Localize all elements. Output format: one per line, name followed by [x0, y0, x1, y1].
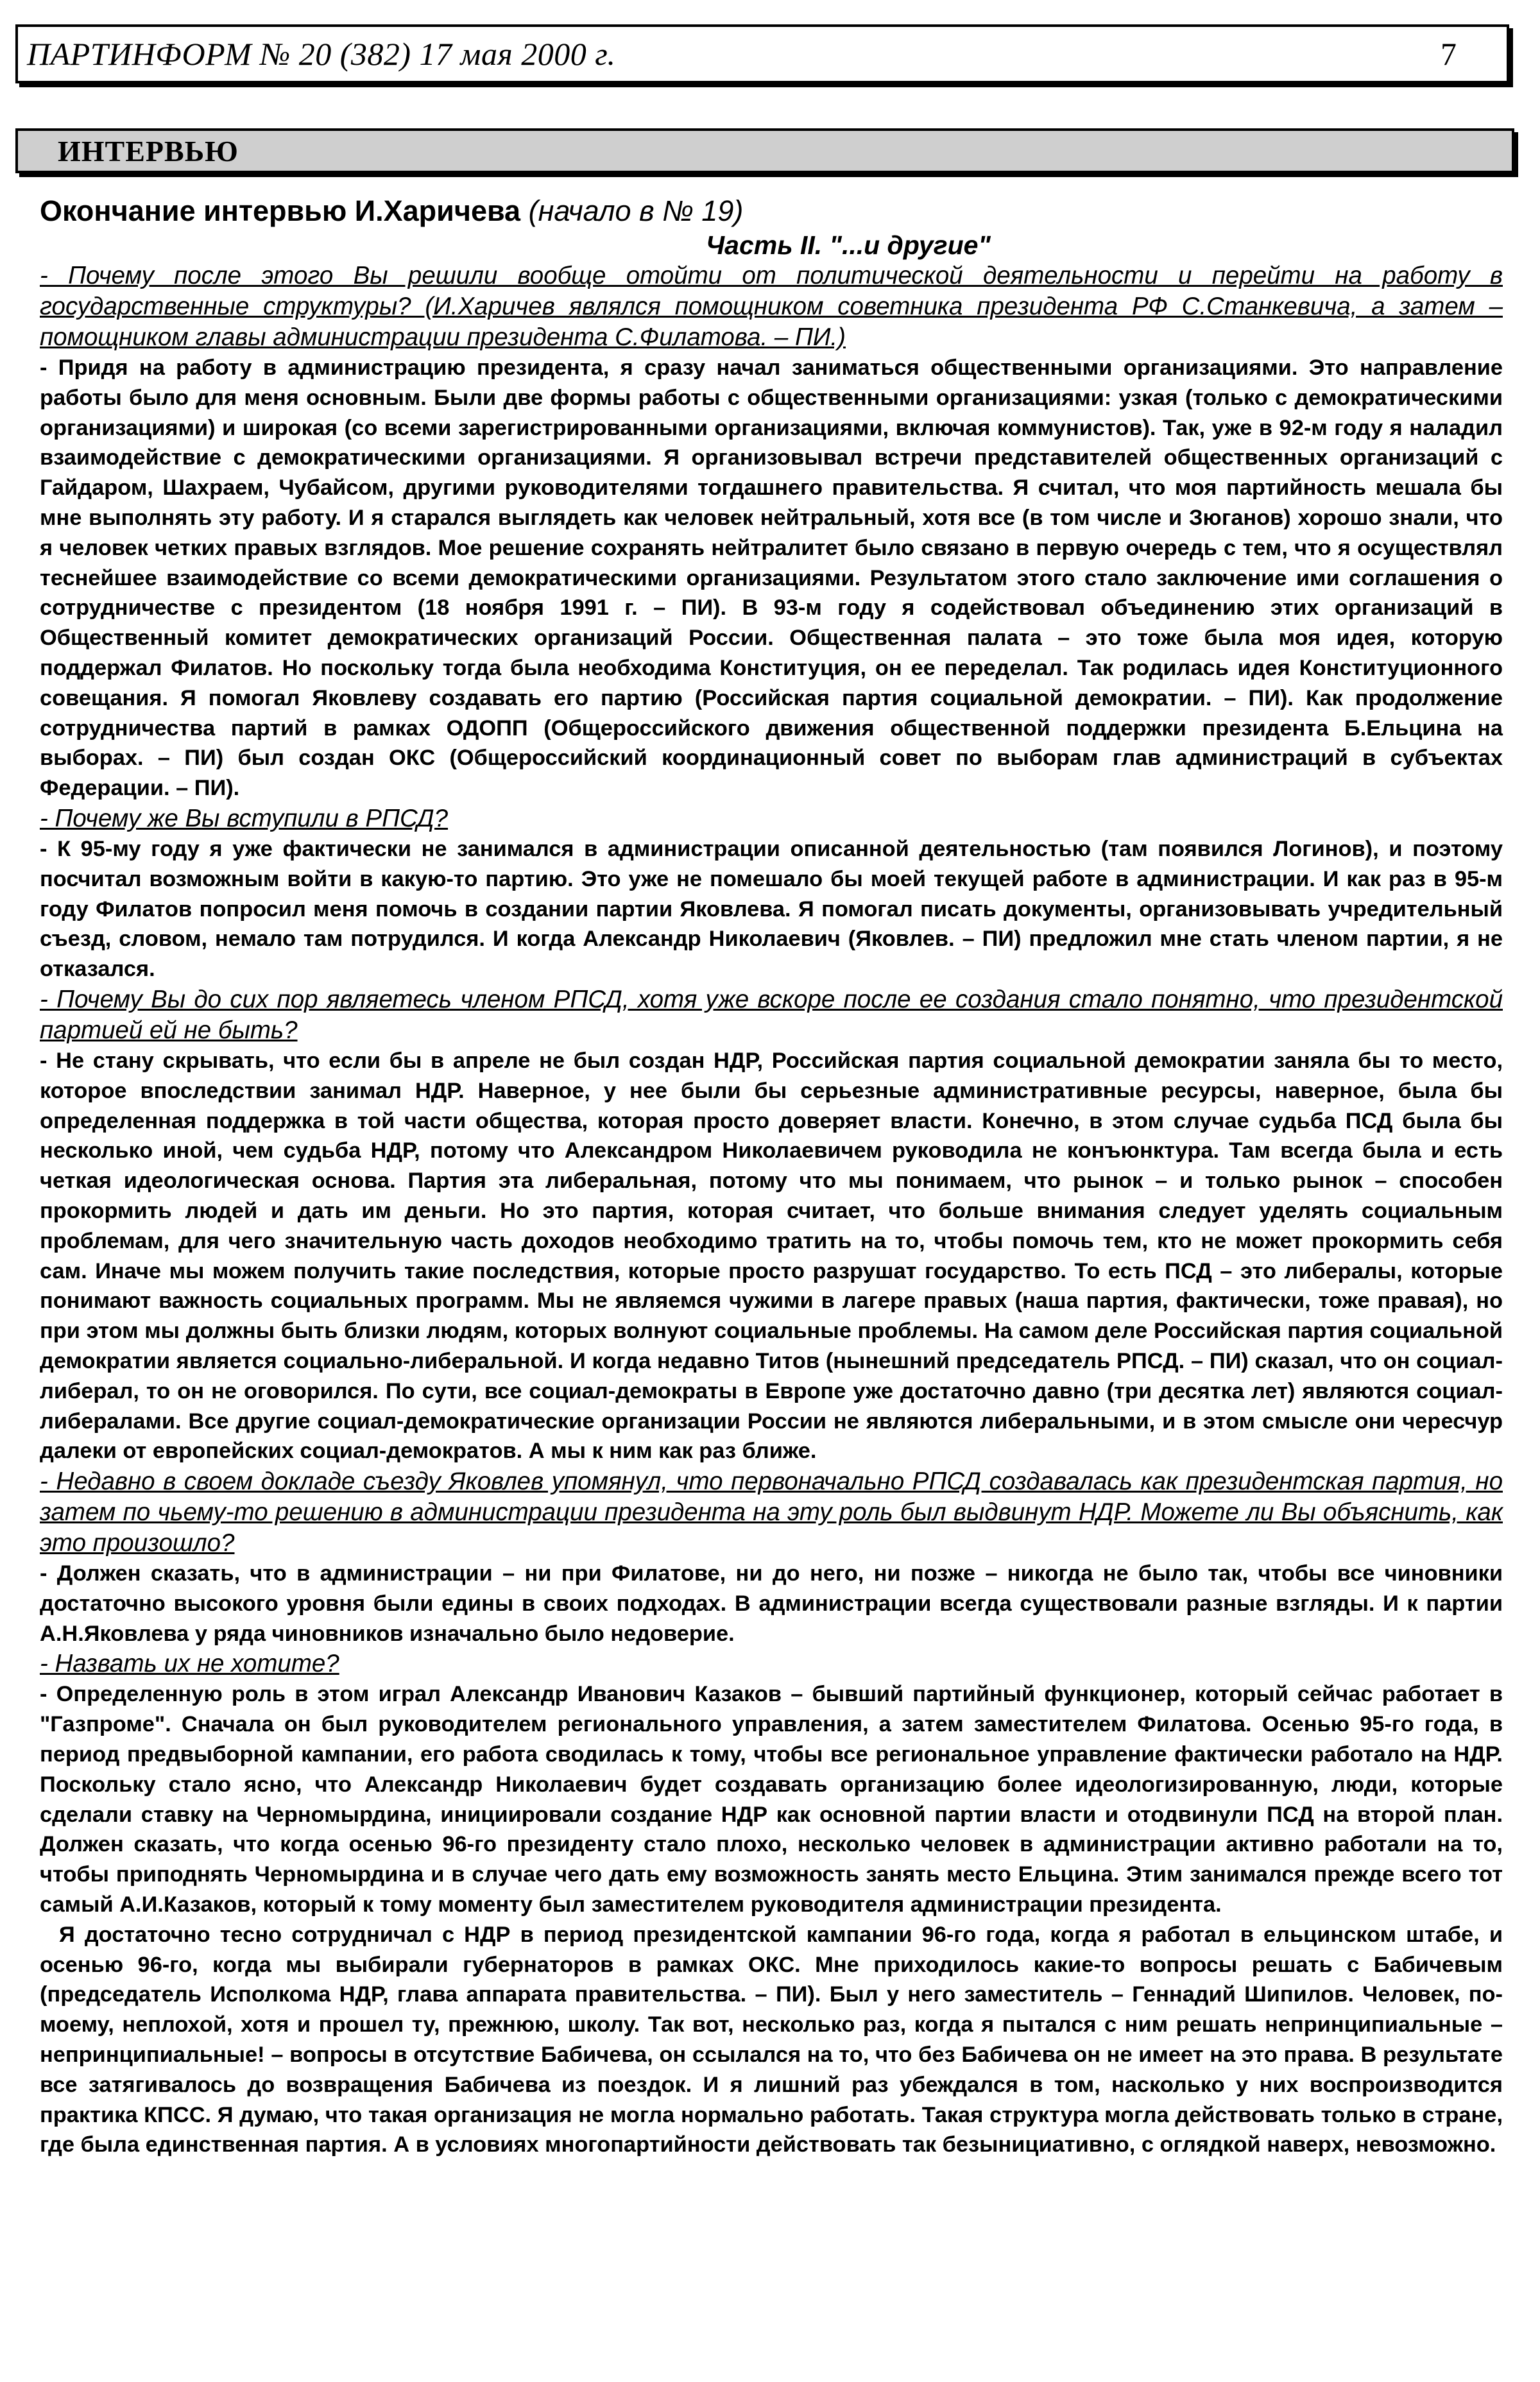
- answer: - Не стану скрывать, что если бы в апреле не был создан НДР, Российская партия социальной демократии заняла бы то место, которое впоследствии занимал НДР. Наверное, у нее были бы серьезные административные ресурсы, наверное, была бы определенная поддержка в той части общества, которая просто доверяет власти. Конечно, в этом случае судьба ПСД была бы несколько иной, чем судьба НДР, потому что Александром Николаевичем руководила не конъюнктура. Там всегда была и есть четкая идеологическая основа. Партия эта либеральная, потому что мы понимаем, что рынок – и только рынок – способен прокормить людей и дать им деньги. Но это партия, которая считает, что больше внимания следует уделять социальным проблемам, для чего значительную часть доходов необходимо тратить на то, чтобы помочь тем, кто не может прокормить себя сам. Иначе мы можем получить такие последствия, которые просто разрушат государство. То есть ПСД – это либералы, которые понимают важность социальных программ. Мы не являемся чужими в лагере правых (наша партия, фактически, тоже правая), но при этом мы должны быть близки людям, которых волнуют социальные проблемы. На самом деле Российская партия социальной демократии является социально-либеральной. И когда недавно Титов (нынешний председатель РПСД. – ПИ) сказал, что он социал-либерал, то он не оговорился. По сути, все социал-демократы в Европе уже достаточно давно (три десятка лет) являются социал-либералами. Все другие социал-демократические организации России не являются либеральными, и в этом смысле они чересчур далеки от европейских социал-демократов. А мы к ним как раз ближе.: [40, 1048, 1503, 1464]
- question: - Почему Вы до сих пор являетесь членом РПСД, хотя уже вскоре после ее создания стало понятно, что президентской партией ей не быть?: [40, 985, 1503, 1044]
- article-lead-note: (начало в № 19): [528, 194, 744, 227]
- question: - Почему после этого Вы решили вообще отойти от политической деятельности и перейти на работу в государственные структуры? (И.Харичев являлся помощником советника президента РФ С.Станкевича, а затем – помощником главы администрации президента С.Филатова. – ПИ.): [40, 262, 1503, 351]
- section-title: ИНТЕРВЬЮ: [58, 134, 239, 167]
- answer: - К 95-му году я уже фактически не занимался в администрации описанной деятельностью (там появился Логинов), и поэтому посчитал возможным войти в какую-то партию. Это уже не помешало бы моей текущей работе в администрации. И как раз в 95-м году Филатов попросил меня помочь в создании партии Яковлева. Я помогал писать документы, организовывать учредительный съезд, словом, немало там потрудился. И когда Александр Николаевич (Яковлев. – ПИ) предложил мне стать членом партии, я не отказался.: [40, 836, 1503, 982]
- newspaper-header: [15, 24, 1509, 83]
- article: [40, 193, 1503, 2160]
- newspaper-title: ПАРТИНФОРМ № 20 (382) 17 мая 2000 г.: [27, 36, 616, 72]
- question: - Недавно в своем докладе съезду Яковлев упомянул, что первоначально РПСД создавалась как президентская партия, но затем по чьему-то решению в администрации президента на эту роль был выдвинут НДР. Можете ли Вы объяснить, как это произошло?: [40, 1468, 1503, 1557]
- article-part-title: Часть II. "...и другие": [706, 230, 991, 260]
- answer: - Определенную роль в этом играл Александр Иванович Казаков – бывший партийный функционер, который сейчас работает в "Газпроме". Сначала он был руководителем регионального управления, а затем заместителем Филатова. Осенью 95-го года, в период предвыборной кампании, его работа сводилась к тому, чтобы все региональное управление фактически работало на НДР. Поскольку стало ясно, что Александр Николаевич будет создавать организацию более идеологизированную, люди, которые сделали ставку на Черномырдина, инициировали создание НДР как основной партии власти и отодвинули ПСД на второй план. Должен сказать, что когда осенью 96-го президенту стало плохо, несколько человек в администрации активно работали на то, чтобы приподнять Черномырдина и в случае чего дать ему возможность занять место Ельцина. Этим занимался прежде всего тот самый А.И.Казаков, который к тому моменту был заместителем руководителя администрации президента.: [40, 1682, 1503, 1917]
- article-lead-title: Окончание интервью И.Харичева: [40, 194, 521, 227]
- answer: - Должен сказать, что в администрации – ни при Филатове, ни до него, ни позже – никогда не было так, чтобы все чиновники достаточно высокого уровня были едины в своих подходах. В администрации всегда существовали разные взгляды. И к партии А.Н.Яковлева у ряда чиновников изначально было недоверие.: [40, 1561, 1503, 1646]
- question: - Назвать их не хотите?: [40, 1650, 339, 1678]
- section-heading-bar: [15, 128, 1514, 173]
- article-lead: [40, 193, 1503, 230]
- question: - Почему же Вы вступили в РПСД?: [40, 804, 449, 832]
- answer-paragraph: Я достаточно тесно сотрудничал с НДР в период президентской кампании 96-го года, когда я работал в ельцинском штабе, и осенью 96-го, когда мы выбирали губернаторов в рамках ОКС. Мне приходилось какие-то вопросы решать с Бабичевым (председатель Исполкома НДР, глава аппарата правительства. – ПИ). Был у него заместитель – Геннадий Шипилов. Человек, по-моему, неплохой, хотя и прошел ту, прежнюю, школу. Так вот, несколько раз, когда я пытался с ним решать непринципиальные – непринципиальные! – вопросы в отсутствие Бабичева, он ссылался на то, что без Бабичева он не имеет на это права. В результате все затягивалось до возвращения Бабичева из поездок. И я лишний раз убеждался в том, насколько у них воспроизводится практика КПСС. Я думаю, что такая организация не могла нормально работать. Такая структура могла действовать только в стране, где была единственная партия. А в условиях многопартийности действовать так безынициативно, с оглядкой наверх, невозможно.: [40, 1922, 1503, 2157]
- page-number: 7: [1441, 36, 1457, 72]
- answer: - Придя на работу в администрацию президента, я сразу начал заниматься общественными организациями. Это направление работы было для меня основным. Были две формы работы с общественными организациями: узкая (только с демократическими организациями) и широкая (со всеми зарегистрированными организациями, включая коммунистов). Так, уже в 92-м году я наладил взаимодействие с демократическими организациями. Я организовывал встречи представителей общественных организаций с Гайдаром, Шахраем, Чубайсом, другими руководителями тогдашнего правительства. Я считал, что моя партийность мешала бы мне выполнять эту работу. И я старался выглядеть как человек нейтральный, хотя все (в том числе и Зюганов) хорошо знали, что я человек четких правых взглядов. Мое решение сохранять нейтралитет было связано в первую очередь с тем, что я осуществлял теснейшее взаимодействие со всеми демократическими организациями. Результатом этого стало заключение ими соглашения о сотрудничестве с президентом (18 ноября 1991 г. – ПИ). В 93-м году я содействовал объединению этих организаций в Общественный комитет демократических организаций России. Общественная палата – это тоже была моя идея, которую поддержал Филатов. Но поскольку тогда была необходима Конституция, он ее переделал. Так родилась идея Конституционного совещания. Я помогал Яковлеву создавать его партию (Российская партия социальной демократии. – ПИ). Как продолжение сотрудничества партий в рамках ОДОПП (Общероссийского движения общественной поддержки президента Б.Ельцина на выборах. – ПИ) был создан ОКС (Общероссийский координационный совет по выборам глав администраций в субъектах Федерации. – ПИ).: [40, 356, 1503, 801]
